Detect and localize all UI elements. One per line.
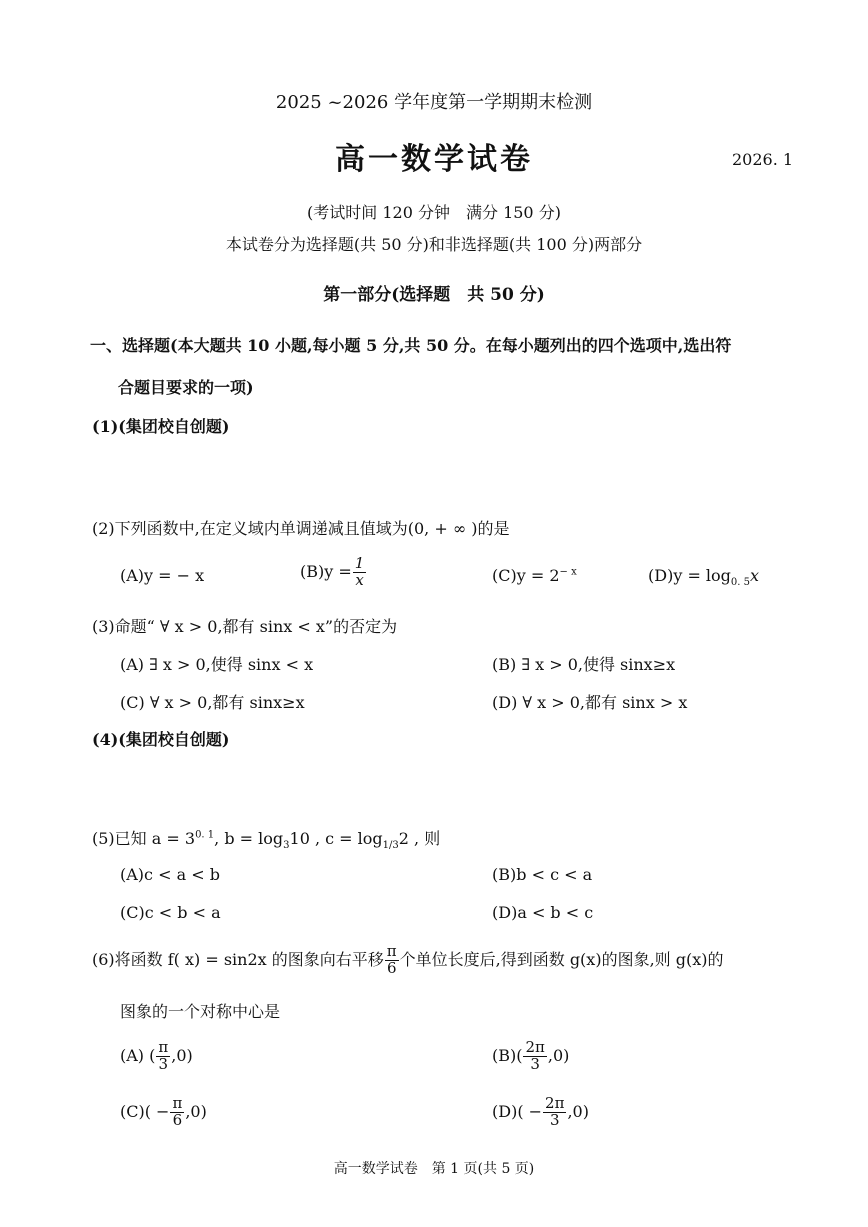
section-instructions-line2: 合题目要求的一项)	[118, 378, 254, 397]
exam-title: 高一数学试卷	[335, 142, 533, 177]
question-5-stem: (5)已知 $a = 3^{0. 1}$, $b = \log_310$ , $c = \log_{1/3}2$ , 则	[92, 829, 441, 852]
section-instructions-line1: 一、选择题(本大题共 10 小题,每小题 5 分,共 50 分。在每小题列出的四个选项中,选出符	[90, 336, 732, 355]
exam-term: 2025 ~2026 学年度第一学期期末检测	[275, 92, 593, 113]
q6-option-c: (C)( − $\frac{\pi}{6}$ ,0)	[120, 1094, 207, 1129]
question-1: (1)(集团校自创题)	[92, 417, 230, 436]
q5-option-d: (D)a < b < c	[492, 903, 594, 922]
part1-heading: 第一部分(选择题 共 50 分)	[323, 285, 545, 305]
q5-option-c: (C)c < b < a	[120, 903, 221, 922]
q2-option-a: (A)y = − x	[120, 566, 205, 585]
question-4: (4)(集团校自创题)	[92, 730, 230, 749]
q3-option-b: (B) ∃ x > 0,使得 sinx≥x	[492, 655, 676, 674]
q2-option-b: (B)y = $\frac{1}{x}$	[300, 554, 365, 589]
q2-option-c: $(C)y = 2^{- x}$	[492, 566, 577, 585]
q2-option-d: $(D)y = \log_{0. 5}x$	[648, 566, 760, 589]
q6-option-b: (B)( $\frac{2\pi}{3}$ ,0)	[492, 1038, 570, 1073]
question-2-stem: (2)下列函数中,在定义域内单调递减且值域为(0, + ∞ )的是	[92, 519, 510, 538]
exam-date: 2026. 1	[732, 150, 794, 169]
question-6-stem: (6)将函数 f( x) = sin2x 的图象向右平移 $\frac{\pi}{6}$ 个单位长度后,得到函数 g(x)的图象,则 g(x)的	[92, 942, 724, 977]
composition: 本试卷分为选择题(共 50 分)和非选择题(共 100 分)两部分	[225, 235, 643, 254]
q5-option-b: (B)b < c < a	[492, 865, 593, 884]
question-3-stem: (3)命题“ ∀ x > 0,都有 sinx < x”的否定为	[92, 617, 398, 636]
page-footer: 高一数学试卷 第 1 页(共 5 页)	[333, 1161, 535, 1177]
q3-option-d: (D) ∀ x > 0,都有 sinx > x	[492, 693, 688, 712]
q3-option-a: (A) ∃ x > 0,使得 sinx < x	[120, 655, 314, 674]
time-score: (考试时间 120 分钟 满分 150 分)	[307, 203, 561, 222]
q6-option-a: (A) ( $\frac{\pi}{3}$ ,0)	[120, 1038, 193, 1073]
q3-option-c: (C) ∀ x > 0,都有 sinx≥x	[120, 693, 305, 712]
question-6-line2: 图象的一个对称中心是	[120, 1002, 281, 1021]
q6-option-d: (D)( − $\frac{2\pi}{3}$ ,0)	[492, 1094, 589, 1129]
q5-option-a: (A)c < a < b	[120, 865, 220, 884]
